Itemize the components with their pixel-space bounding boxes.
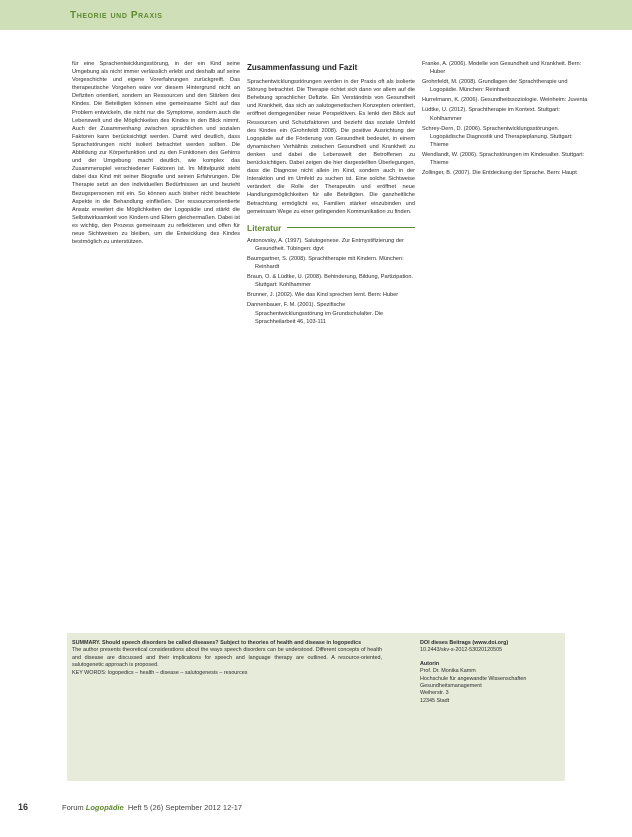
body-text: für eine Sprachentwicklungsstörung, in der ein Kind seine Umgebung als nicht immer verlässlich erlebt und deshalb auf seine Vorgeschichte und eigene Vorerfahrungen zurückgreift. Das therapeutische Vorgehen wäre vor diesem Hintergrund nicht an Defiziten orientiert, sondern an Ressourcen und den Stärken des Kindes. Die Beteiligten können eine gemeinsame Sicht auf das Problem entwickeln, die nicht nur die Symptome, sondern auch die Lebenswelt und die Möglichkeiten des Kindes in den Blick nimmt. Auch der Zusammenhang zwischen sprachlichen und sozialen Faktoren kann berücksichtigt werden. Damit wird deutlich, dass Sprachstörungen nicht isoliert betrachtet werden sollten. Die Abbildung zur Körperfunktion und zu den Funktionen des Gehirns und der Umgebung macht deutlich, wie komplex das Zusammenspiel verschiedener Faktoren ist. Im Mittelpunkt steht dabei das Kind mit seiner Biografie und seinen Erfahrungen. Die Therapie setzt an den individuellen Bedürfnissen an und bezieht Bezugspersonen mit ein. So können auch bisher nicht beachtete Aspekte in die Behandlung einfließen. Der ressourcenorientierte Ansatz erweitert die Möglichkeiten der Logopädie und stärkt die Selbstwirksamkeit von Kindern und Eltern gleichermaßen. Dabei ist es wichtig, den Prozess gemeinsam zu reflektieren und offen für neue Sichtweisen zu bleiben, um die Entwicklung des Kindes bestmöglich zu unterstützen.	[72, 61, 240, 246]
reference: Dannenbauer, F. M. (2001). Spezifische Sprachentwicklungsstörung im Grundschulalter. Die Sprachheilarbeit 46, 103-111	[247, 302, 384, 325]
body-text: Sprachentwicklungsstörungen werden in der Praxis oft als isolierte Störung betrachtet. Die Therapie richtet sich dann vor allem auf die Behebung sprachlicher Defizite. Ein Verständnis von Gesundheit und Krankheit, das sich an salutogenetischen Konzepten orientiert, eröffnet demgegenüber neue Perspektiven. Es lenkt den Blick auf Ressourcen und Schutzfaktoren und bezieht das soziale Umfeld des Kindes ein (Grohnfeldt 2008). Die positive Ausrichtung der Logopädie auf die Förderung von Gesundheit bedeutet, in einem dynamischen Verhältnis zwischen Gesundheit und Krankheit zu denken und dabei die Lebenswelt der Betroffenen zu berücksichtigen. Dabei zeigen die hier dargestellten Überlegungen, dass die Diagnose nicht allein im Kind, sondern auch in der Interaktion und im Umfeld zu suchen ist. Eine solche Sichtweise verändert die Rolle der Therapeutin und eröffnet neue Handlungsmöglichkeiten für alle Beteiligten. Die ganzheitliche Betrachtung ermöglicht es, Familien stärker einzubinden und gemeinsam Wege zu einer gelingenden Kommunikation zu finden.	[247, 79, 415, 215]
journal-info	[62, 803, 242, 812]
reference: Hurrelmann, K. (2006). Gesundheitssoziologie. Weinheim: Juventa	[422, 97, 588, 104]
footer	[18, 802, 618, 816]
page-number: 16	[18, 802, 29, 812]
doi-title: DOI dieses Beitrags (www.doi.org)	[420, 640, 509, 646]
journal-issue: Heft 5 (26) September 2012 12-17	[127, 803, 243, 812]
author-line: 12345 Stadt	[420, 697, 450, 704]
section-heading: Zusammenfassung und Fazit	[247, 63, 358, 72]
doi-block	[420, 640, 560, 705]
reference: Zollinger, B. (2007). Die Entdeckung der Sprache. Bern: Haupt	[422, 170, 577, 177]
reference: Antonovsky, A. (1997). Salutogenese. Zur Entmystifizierung der Gesundheit. Tübingen: dgvt	[247, 237, 404, 252]
summary	[72, 640, 382, 677]
divider	[287, 227, 415, 228]
reference: Franke, A. (2006). Modelle von Gesundheit und Krankheit. Bern: Huber	[422, 61, 582, 76]
author-line: Hochschule für angewandte Wissenschaften	[420, 675, 527, 682]
column-1	[72, 60, 240, 246]
summary-keywords: KEY WORDS: logopedics – health – disease – salutogenesis – resources	[72, 669, 248, 676]
author-line: Gesundheitsmanagement	[420, 683, 482, 690]
reference: Lüdtke, U. (2012). Sprachtherapie im Kontext. Stuttgart: Kohlhammer	[422, 107, 561, 122]
reference: Wendlandt, W. (2006). Sprachstörungen im Kindesalter. Stuttgart: Thieme	[422, 151, 585, 167]
author-label: Autorin	[420, 660, 440, 667]
column-2	[247, 60, 415, 328]
literature-title: Literatur	[247, 222, 282, 233]
journal-pre: Forum	[62, 803, 86, 812]
reference: Braun, O. & Lüdtke, U. (2008). Behinderung, Bildung, Partizipation. Stuttgart: Kohlhammer	[247, 274, 414, 289]
doi-value: 10.2443/skv-s-2012-53020120505	[420, 647, 503, 654]
reference: Grohnfeldt, M. (2008). Grundlagen der Sprachtherapie und Logopädie. München: Reinhardt	[422, 79, 568, 94]
author-line: Prof. Dr. Monika Kamm	[420, 668, 476, 675]
summary-label: SUMMARY. Should speech disorders be called diseases? Subject to theories of health and disease in logopedics	[72, 640, 362, 646]
column-3	[422, 60, 590, 179]
reference: Schrey-Dern, D. (2006). Sprachentwicklungsstörungen. Logopädische Diagnostik und Therapieplanung. Stuttgart: Thieme	[422, 125, 573, 148]
section-header: Theorie und Praxis	[70, 10, 163, 21]
reference: Brunner, J. (2002). Wie das Kind sprechen lernt. Bern: Huber	[247, 292, 399, 299]
journal-name: Logopädie	[85, 803, 124, 812]
literature-heading	[247, 224, 415, 232]
summary-text: The author presents theoretical considerations about the ways speech disorders can be understood. Different concepts of health and disease are discussed and their implications for speech and language therapy are outlined. A resource-oriented, salutogenetic approach is proposed.	[72, 647, 382, 669]
author-line: Weiherstr. 3	[420, 690, 449, 697]
reference: Baumgartner, S. (2008). Sprachtherapie mit Kindern. München: Reinhardt	[247, 255, 404, 271]
